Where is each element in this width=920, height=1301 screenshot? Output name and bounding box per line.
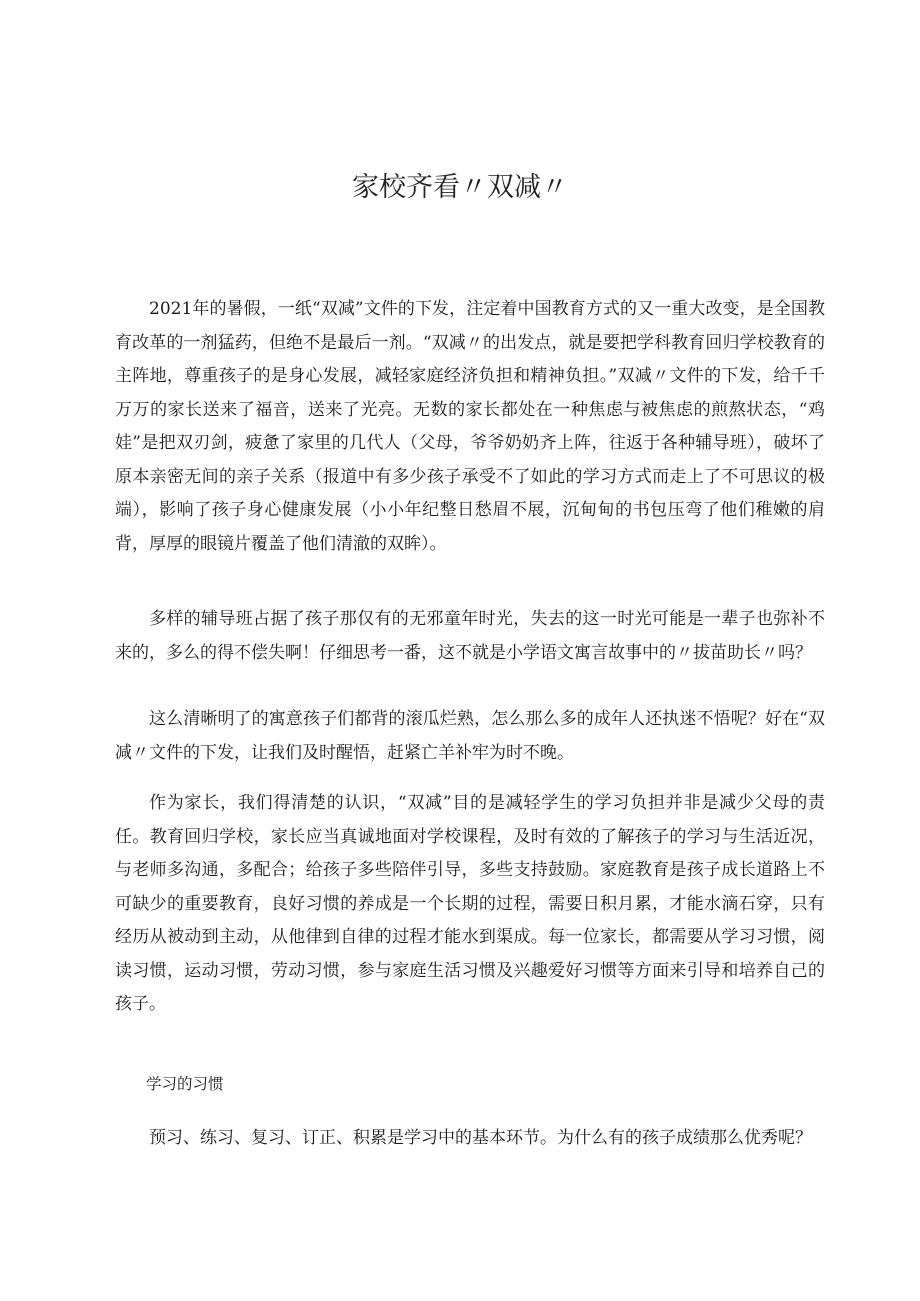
section-heading-block	[115, 1068, 825, 1102]
section-heading: 学习的习惯	[146, 1075, 224, 1093]
paragraph-1-block	[115, 293, 825, 561]
paragraph-3-block	[115, 703, 825, 770]
paragraph-4-block	[115, 787, 825, 1022]
paragraph: 作为家长，我们得清楚的认识，“双减”目的是减轻学生的学习负担并非是减少父母的责任。教育回归学校，家长应当真诚地面对学校课程，及时有效的了解孩子的学习与生活近况，与老师多沟通，多配合；给孩子多些陪伴引导，多些支持鼓励。家庭教育是孩子成长道路上不可缺少的重要教育，良好习惯的养成是一个长期的过程，需要日积月累，才能水滴石穿，只有经历从被动到主动，从他律到自律的过程才能水到渠成。每一位家长，都需要从学习习惯，阅读习惯，运动习惯，劳动习惯，参与家庭生活习惯及兴趣爱好习惯等方面来引导和培养自己的孩子。	[115, 793, 825, 1014]
paragraph: 多样的辅导班占据了孩子那仅有的无邪童年时光，失去的这一时光可能是一辈子也弥补不来的，多么的得不偿失啊！仔细思考一番，这不就是小学语文寓言故事中的〃拔苗助长〃吗？	[115, 609, 825, 663]
paragraph: 2021年的暑假，一纸“双减”文件的下发，注定着中国教育方式的又一重大改变，是全国教育改革的一剂猛药，但绝不是最后一剂。“双减〃的出发点，就是要把学科教育回归学校教育的主阵地，尊重孩子的是身心发展，减轻家庭经济负担和精神负担。”双减〃文件的下发，给千千万万的家长送来了福音，送来了光亮。无数的家长都处在一种焦虑与被焦虑的煎熬状态，“鸡娃”是把双刃剑，疲惫了家里的几代人（父母，爷爷奶奶齐上阵，往返于各种辅导班），破坏了原本亲密无间的亲子关系（报道中有多少孩子承受不了如此的学习方式而走上了不可思议的极端），影响了孩子身心健康发展（小小年纪整日愁眉不展，沉甸甸的书包压弯了他们稚嫩的肩背，厚厚的眼镜片覆盖了他们清澈的双眸）。	[115, 299, 825, 554]
document-title: 家校齐看〃双减〃	[352, 172, 568, 203]
paragraph: 预习、练习、复习、订正、积累是学习中的基本环节。为什么有的孩子成绩那么优秀呢？	[149, 1128, 812, 1148]
paragraph-2-block	[115, 603, 825, 670]
paragraph: 这么清晰明了的寓意孩子们都背的滚瓜烂熟，怎么那么多的成年人还执迷不悟呢？好在“双减〃文件的下发，让我们及时醒悟，赶紧亡羊补牢为时不晚。	[115, 709, 825, 763]
paragraph-5-block	[115, 1122, 825, 1156]
